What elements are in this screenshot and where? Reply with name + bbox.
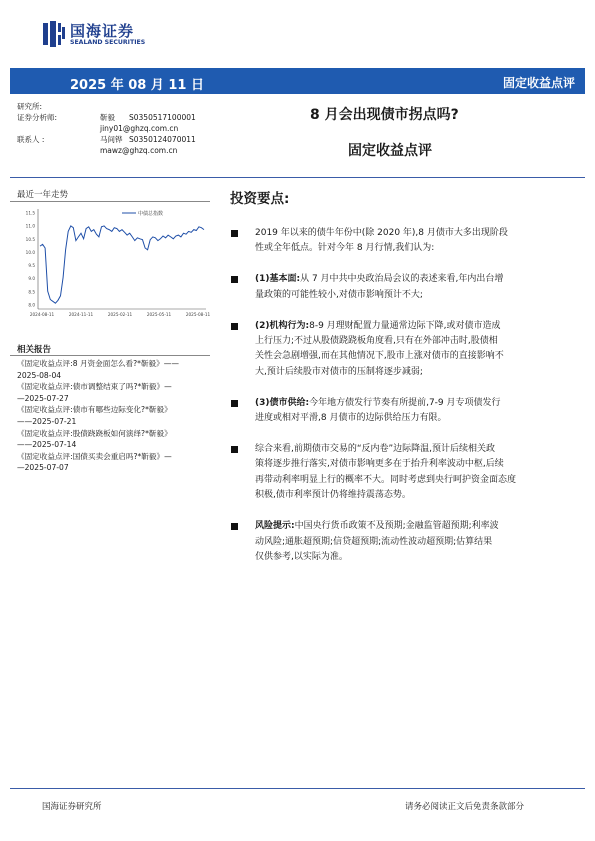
paragraph-line: [255, 550, 588, 565]
related-reports: [17, 358, 212, 474]
related-report-item[interactable]: [17, 451, 212, 474]
paragraph-text: 2019 年以来的债牛年份中(除 2020 年),8 月债市大多出现阶段: [255, 228, 508, 238]
paragraph-lead: (1)基本面:: [255, 274, 301, 285]
trend-chart: [14, 205, 210, 321]
x-tick-label: 2025-02-11: [107, 312, 133, 317]
related-divider: [10, 355, 210, 356]
paragraph-text: 量政策的可能性较小,对债市影响预计不大;: [255, 289, 423, 300]
paragraph-text: 大,预计后续股市对债市的压制将逐步减弱;: [255, 366, 423, 377]
related-report-line: —2025-07-27: [17, 393, 69, 403]
paragraph-line: [255, 488, 588, 503]
related-report-line: 《固定收益点评:8 月资金面怎么看?*靳毅》——: [17, 359, 179, 368]
x-tick-label: 2025-08-11: [185, 312, 210, 317]
analyst-code: S0350517100001: [129, 113, 196, 122]
report-subtitle: 固定收益点评: [348, 143, 432, 159]
paragraph-line: [255, 396, 588, 411]
paragraph-line: [255, 457, 588, 472]
related-report-line: 《固定收益点评:股债跷跷板如何演绎?*靳毅》: [17, 428, 172, 438]
y-tick-label: 10.0: [25, 249, 35, 255]
key-point-paragraph: [230, 519, 588, 565]
paragraph-line: [255, 241, 588, 256]
paragraph-text: 综合来看,前期债市交易的“反内卷”边际降温,预计后续相关政: [255, 444, 496, 455]
square-bullet-icon: [231, 323, 238, 330]
paragraph-line: [255, 473, 588, 488]
related-report-item[interactable]: [17, 381, 212, 404]
paragraph-text: 动风险;通胀超预期;信贷超预期;流动性波动超预期;估算结果: [255, 536, 493, 547]
paragraph-line: [255, 535, 588, 550]
paragraph-line: [255, 365, 588, 380]
y-tick-label: 11.0: [25, 223, 35, 229]
square-bullet-icon: [231, 276, 238, 283]
paragraph-text: 从 7 月中共中央政治局会议的表述来看,年内出台增: [300, 274, 504, 285]
y-tick-label: 8.5: [28, 289, 35, 295]
contact-code: S0350124070011: [129, 135, 196, 144]
paragraph-text: 进度或相对平滑,8 月债市的边际供给压力有限。: [255, 413, 447, 424]
square-bullet-icon: [231, 446, 238, 453]
paragraph-text: 策将逐步推行落实,对债市影响更多在于抬升利率波动中枢,后续: [255, 459, 504, 470]
y-tick-label: 9.5: [28, 263, 35, 269]
logo: [43, 19, 183, 51]
column-tag: 固定收益点评: [502, 76, 575, 90]
paragraph-text: 今年地方债发行节奏有所提前,7-9 月专项债发行: [309, 397, 501, 408]
x-tick-label: 2025-05-11: [146, 312, 172, 317]
logo-text-en: SEALAND SECURITIES: [70, 39, 146, 46]
analyst-email[interactable]: jiny01@ghzq.com.cn: [100, 124, 179, 133]
x-tick-label: 2024-08-11: [29, 312, 55, 317]
series-line: [40, 226, 204, 303]
trend-heading: 最近一年走势: [17, 190, 69, 200]
related-report-line: 《固定收益点评:债市调整结束了吗?*靳毅》—: [17, 382, 172, 392]
paragraph-lead: 风险提示:: [255, 521, 295, 532]
contact-email[interactable]: mawz@ghzq.com.cn: [100, 146, 178, 155]
footer-disclaimer: 请务必阅读正文后免责条款部分: [405, 802, 525, 812]
key-point-paragraph: [230, 396, 588, 427]
paragraph-line: [255, 334, 588, 349]
analyst-name: 靳毅: [100, 113, 115, 122]
related-report-item[interactable]: [17, 358, 212, 381]
paragraph-text: 性或全年低点。针对今年 8 月行情,我们认为:: [255, 243, 435, 254]
square-bullet-icon: [231, 400, 238, 407]
paragraph-line: [255, 411, 588, 426]
header-divider: [10, 177, 585, 178]
paragraph-text: 仅供参考,以实际为准。: [255, 552, 348, 562]
paragraph-text: 积极,债市利率预计仍将维持震荡态势。: [255, 490, 411, 501]
footer-divider: [10, 788, 585, 789]
related-report-line: ——2025-07-14: [17, 440, 77, 450]
report-title: 8 月会出现债市拐点吗?: [310, 107, 459, 123]
key-point-paragraph: [230, 226, 588, 257]
key-point-paragraph: [230, 442, 588, 504]
sealand-logo-icon: [43, 21, 65, 47]
related-report-item[interactable]: [17, 428, 212, 451]
analyst-label: 证券分析师:: [17, 113, 58, 122]
paragraph-text: 8-9 月理财配置力量通常边际下降,或对债市造成: [309, 320, 501, 331]
related-report-line: 《固定收益点评:国债买卖会重启吗?*靳毅》—: [17, 451, 172, 461]
y-tick-label: 11.5: [25, 210, 35, 216]
square-bullet-icon: [231, 230, 238, 237]
institute-label: 研究所:: [17, 102, 43, 111]
contact-name: 马间铧: [100, 135, 123, 144]
date-bar: [10, 68, 585, 94]
related-report-line: ——2025-07-21: [17, 416, 77, 426]
paragraph-line: [255, 319, 588, 334]
paragraph-text: 再带动利率明显上行的概率不大。同时考虑到央行呵护资金面态度: [255, 474, 517, 485]
y-tick-label: 10.5: [25, 236, 35, 242]
key-points-heading: 投资要点:: [230, 191, 290, 207]
key-point-paragraph: [230, 319, 588, 381]
key-point-paragraph: [230, 272, 588, 303]
related-report-line: —2025-07-07: [17, 463, 69, 473]
report-date: 2025 年 08 月 11 日: [70, 78, 204, 93]
paragraph-line: [255, 226, 588, 241]
trend-divider: [10, 201, 210, 202]
paragraph-text: 中国央行货币政策不及预期;金融监管超预期;利率波: [294, 521, 499, 532]
related-report-line: 2025-08-04: [17, 370, 62, 380]
logo-text-cn: 国海证券: [70, 22, 135, 40]
key-points-body: [230, 226, 588, 581]
paragraph-line: [255, 272, 588, 287]
paragraph-lead: (3)债市供给:: [255, 397, 310, 408]
paragraph-line: [255, 349, 588, 364]
paragraph-line: [255, 519, 588, 534]
square-bullet-icon: [231, 523, 238, 530]
chart-legend: 中债总指数: [138, 211, 164, 217]
y-tick-label: 9.0: [28, 276, 35, 282]
y-tick-label: 8.0: [28, 302, 35, 308]
paragraph-text: 关性会急剧增强,而在其他情况下,股市上涨对债市的直接影响不: [255, 351, 504, 362]
related-report-line: 《固定收益点评:债市有哪些边际变化?*靳毅》: [17, 405, 172, 415]
footer-institute: 国海证券研究所: [42, 802, 102, 812]
paragraph-text: 上行压力;不过从股债跷跷板角度看,只有在外部冲击时,股债相: [255, 336, 498, 347]
paragraph-lead: (2)机构行为:: [255, 320, 310, 331]
paragraph-line: [255, 288, 588, 303]
related-report-item[interactable]: [17, 404, 212, 427]
contact-label: 联系人 :: [17, 135, 45, 144]
related-heading: 相关报告: [17, 345, 52, 355]
x-tick-label: 2024-11-11: [68, 312, 94, 317]
paragraph-line: [255, 442, 588, 457]
